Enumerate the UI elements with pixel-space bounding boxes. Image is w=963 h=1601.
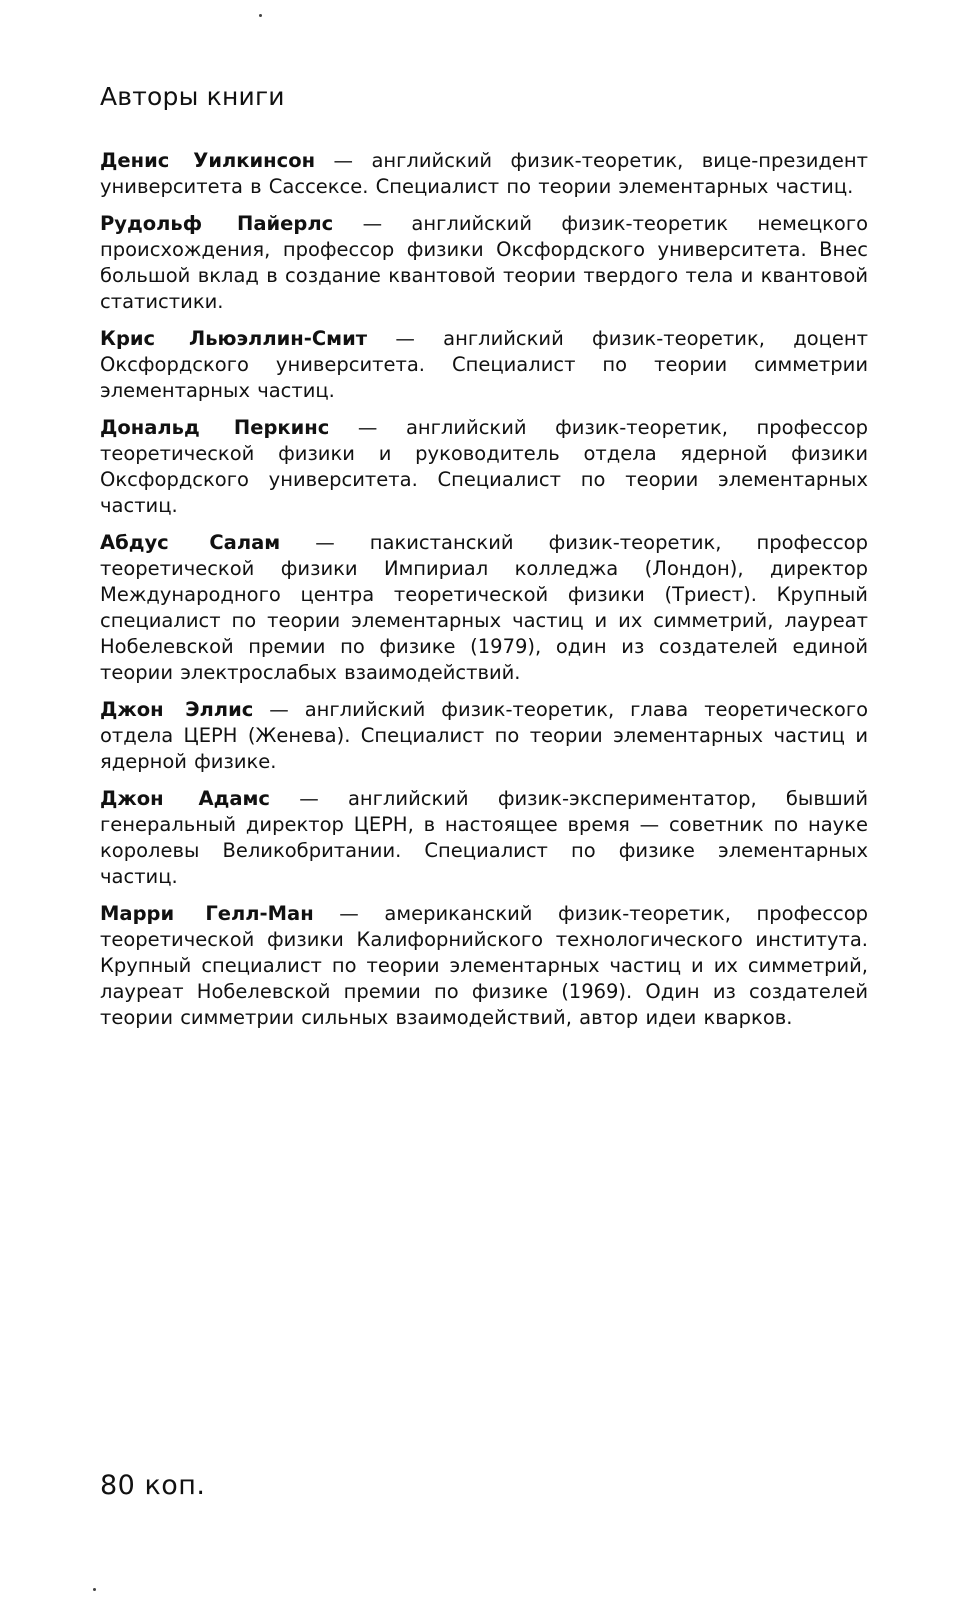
name-dash: — — [280, 531, 370, 554]
author-name: Джон Эллис — [100, 698, 254, 721]
name-dash: — — [333, 212, 412, 235]
author-bio: пакистанский физик-теоретик, профессор теоретической физики Импириал колледжа (Лондон), директор Международного центра теоретической физики (Триест). Крупный специалист по теории элементарных частиц и их симметрий, лауреат Нобелевской премии по физике (1979), один из создателей единой теории электрослабых взаимодействий. — [100, 531, 868, 684]
author-entry — [100, 697, 868, 775]
name-dash: — — [313, 902, 385, 925]
author-entry — [100, 415, 868, 519]
name-dash: — — [269, 787, 348, 810]
author-entry — [100, 211, 868, 315]
author-name: Рудольф Пайерлс — [100, 212, 334, 235]
author-name: Крис Льюэллин-Смит — [100, 327, 368, 350]
author-list — [100, 148, 868, 1042]
price-label: 80 коп. — [100, 1470, 206, 1501]
page-heading: Авторы книги — [100, 82, 285, 111]
author-name: Марри Гелл-Ман — [100, 902, 314, 925]
author-name: Денис Уилкинсон — [100, 149, 316, 172]
print-speck — [93, 1588, 96, 1591]
name-dash: — — [253, 698, 305, 721]
author-bio: английский физик-экспериментатор, бывший генеральный директор ЦЕРН, в настоящее время — советник по науке королевы Великобритании. Специалист по физике элементарных частиц. — [100, 787, 869, 888]
author-bio: английский физик-теоретик немецкого происхождения, профессор физики Оксфордского университета. Внес большой вклад в создание квантовой теории твердого тела и квантовой статистики. — [100, 212, 868, 313]
author-entry — [100, 901, 868, 1031]
name-dash: — — [315, 149, 372, 172]
author-entry — [100, 326, 868, 404]
author-name: Абдус Салам — [100, 531, 281, 554]
author-bio: английский физик-теоретик, профессор теоретической физики и руководитель отдела ядерной физики Оксфордского университета. Специалист по теории элементарных частиц. — [100, 416, 868, 517]
author-bio: английский физик-теоретик, глава теоретического отдела ЦЕРН (Женева). Специалист по теории элементарных частиц и ядерной физике. — [100, 698, 869, 773]
author-entry — [100, 148, 868, 200]
author-bio: английский физик-теоретик, вице-президент университета в Сассексе. Специалист по теории элементарных частиц. — [100, 149, 868, 198]
author-name: Джон Адамс — [100, 787, 270, 810]
author-entry — [100, 786, 868, 890]
print-speck — [259, 14, 262, 17]
author-name: Дональд Перкинс — [100, 416, 330, 439]
author-entry — [100, 530, 868, 686]
author-bio: английский физик-теоретик, доцент Оксфордского университета. Специалист по теории симметрии элементарных частиц. — [100, 327, 868, 402]
name-dash: — — [367, 327, 444, 350]
name-dash: — — [329, 416, 406, 439]
author-bio: американский физик-теоретик, профессор теоретической физики Калифорнийского технологического института. Крупный специалист по теории элементарных частиц и их симметрий, лауреат Нобелевской премии по физике (1969). Один из создателей теории симметрии сильных взаимодействий, автор идеи кварков. — [100, 902, 868, 1029]
